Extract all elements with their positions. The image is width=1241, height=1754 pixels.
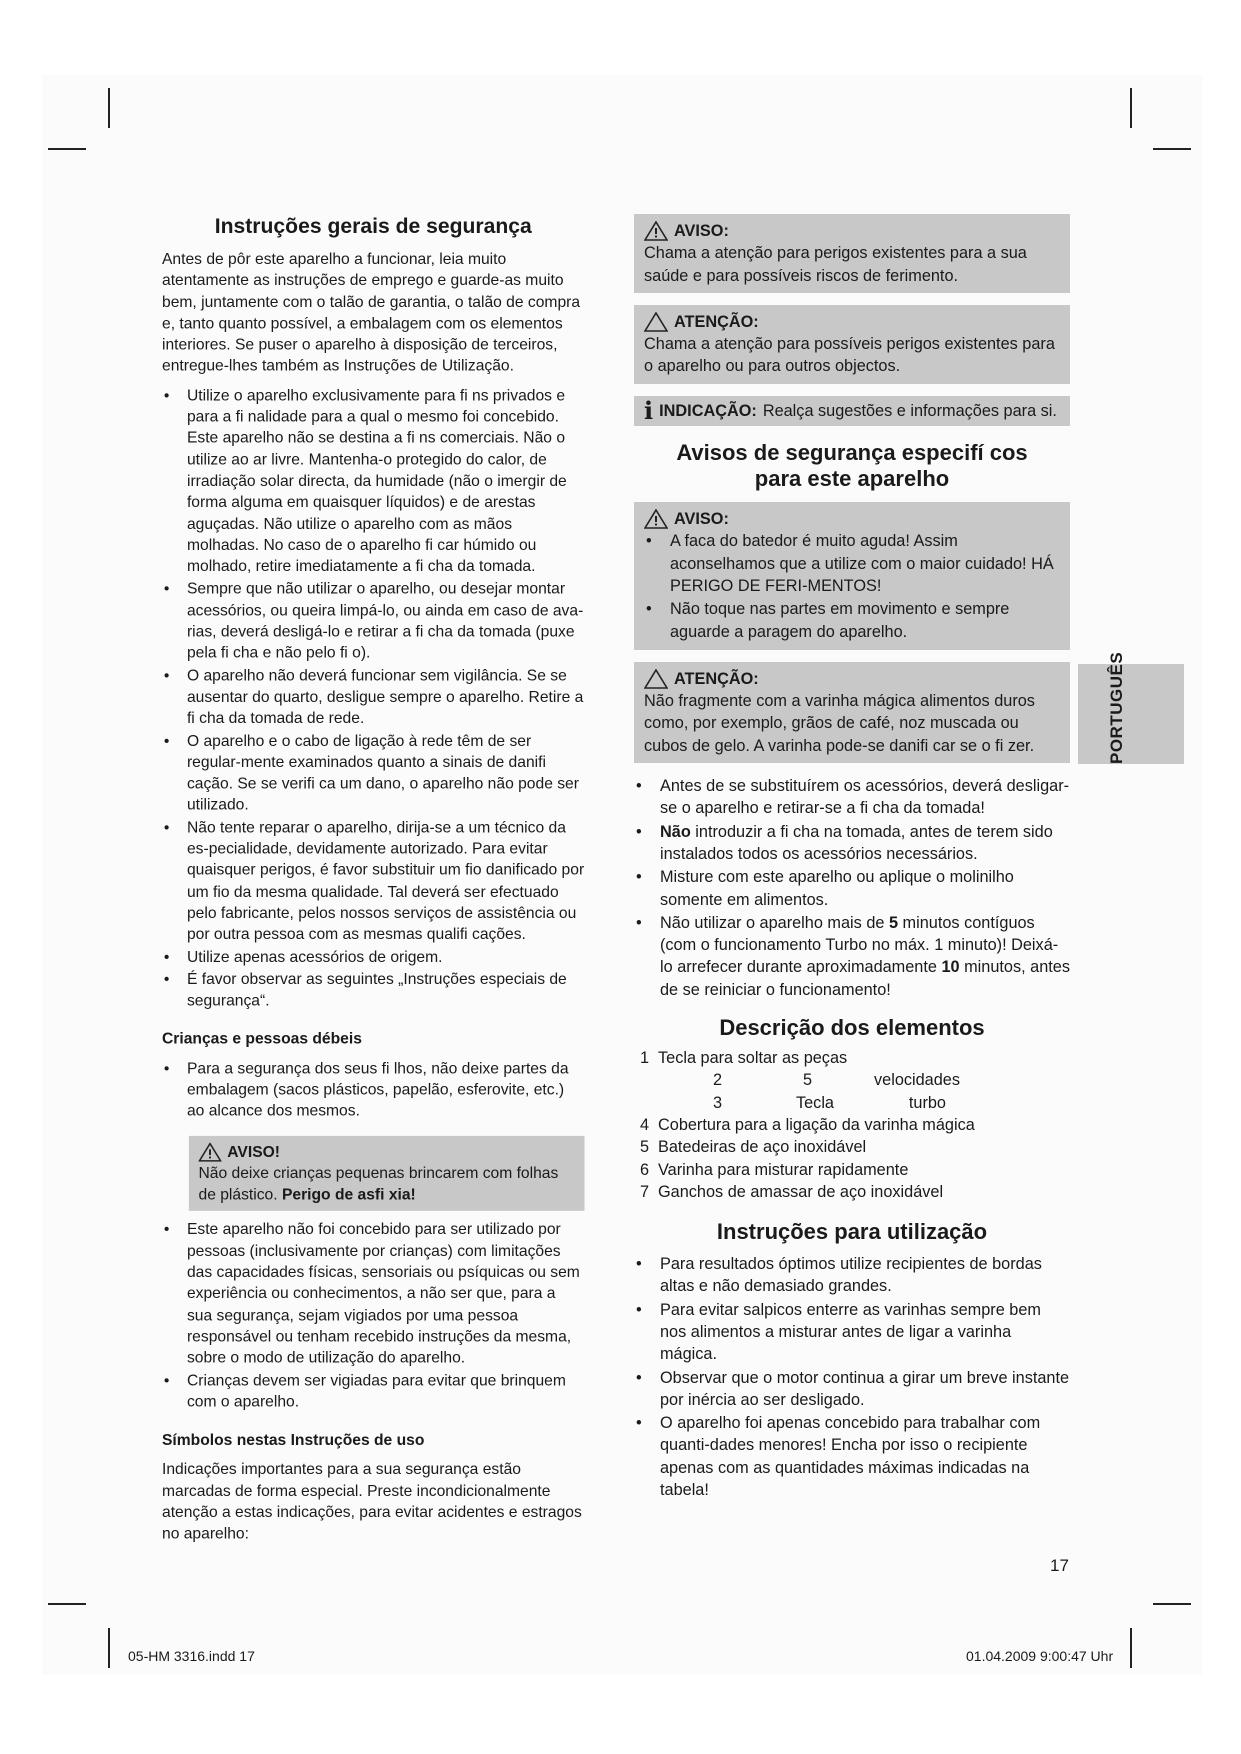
children-list xyxy=(162,1058,585,1122)
symbols-heading: Símbolos nestas Instruções de uso xyxy=(162,1431,425,1450)
crop-mark xyxy=(1130,1628,1132,1668)
symbols-paragraph: Indicações importantes para a sua segurança estão marcadas de forma especial. Preste incondicionalmente atenção a estas indicações, para evitar acidentes e estragos no aparelho: xyxy=(162,1460,582,1543)
page-number: 17 xyxy=(1050,1556,1069,1575)
aviso-label: AVISO: xyxy=(674,222,729,240)
elements-list xyxy=(640,1047,1070,1203)
specific-warning-box xyxy=(634,502,1070,650)
specific-warning-list xyxy=(644,530,1060,642)
aviso-text: Chama a atenção para perigos existentes para a sua saúde e para possíveis riscos de ferimento. xyxy=(644,244,1027,285)
crop-mark xyxy=(1130,88,1132,128)
element-number: 1 xyxy=(640,1049,650,1068)
list-item: • O aparelho foi apenas concebido para trabalhar com quanti-dades menores! Encha por isso o recipiente apenas com as quantidades máximas indicadas na tabela! xyxy=(634,1412,1070,1501)
element-label: Varinha para misturar rapidamente xyxy=(658,1160,909,1179)
atencao-text: Chama a atenção para possíveis perigos existentes para o aparelho ou para outros objectos. xyxy=(644,335,1055,376)
children-heading: Crianças e pessoas débeis xyxy=(162,1030,362,1048)
specific-attention-label: ATENÇÃO: xyxy=(674,669,759,688)
list-item: • Não toque nas partes em movimento e sempre aguarde a paragem do aparelho. xyxy=(644,598,1060,643)
list-item-text: minutos, antes de se reiniciar o funcionamento! xyxy=(660,958,1071,999)
element-number: 2 xyxy=(712,1071,722,1090)
list-item: • Observar que o motor continua a girar um breve instante por inércia ao ser desligado. xyxy=(634,1367,1070,1412)
warning-text xyxy=(198,1163,574,1206)
list-item-text: minutos contíguos (com o funcionamento Turbo no máx. 1 minuto)! Deixá-lo arrefecer durante aproximadamente xyxy=(660,913,1059,977)
list-item: • Utilize apenas acessórios de origem. xyxy=(162,946,585,967)
atencao-box xyxy=(634,305,1070,384)
list-item: • A faca do batedor é muito aguda! Assim aconselhamos que a utilize com o maior cuidado! HÁ PERIGO DE FERI-MENTOS! xyxy=(644,530,1060,597)
list-item-text: Antes de se substituírem os acessórios, deverá desligar-se o aparelho e retirar-se a fi cha da tomada! xyxy=(660,777,1070,818)
list-item: • Para a segurança dos seus fi lhos, não deixe partes da embalagem (sacos plásticos, papelão, esferovite, etc.) ao alcance dos mesmos. xyxy=(162,1058,585,1122)
aviso-header xyxy=(644,220,1060,242)
list-item: • Crianças devem ser vigiadas para evitar que brinquem com o aparelho. xyxy=(162,1370,585,1413)
element-item xyxy=(640,1159,1070,1181)
footer-timestamp: 01.04.2009 9:00:47 Uhr xyxy=(966,1648,1114,1664)
warning-text-main: Não deixe crianças pequenas brincarem com folhas de plástico. xyxy=(198,1164,559,1204)
general-safety-title: Instruções gerais de segurança xyxy=(214,214,532,239)
element-label: Batedeiras de aço inoxidável xyxy=(658,1138,867,1157)
crop-mark xyxy=(108,1628,110,1668)
element-number: 5 xyxy=(640,1138,650,1157)
list-item-text: Misture com este aparelho ou aplique o molinilho somente em alimentos. xyxy=(660,868,1014,909)
list-item xyxy=(634,821,1070,866)
element-label: Cobertura para a ligação da varinha mágica xyxy=(658,1115,975,1134)
element-label: Tecla xyxy=(795,1093,834,1112)
warning-header xyxy=(198,1141,574,1162)
caution-triangle-icon xyxy=(644,669,668,689)
element-number: 4 xyxy=(640,1115,650,1134)
element-item xyxy=(640,1092,1070,1114)
warning-triangle-icon xyxy=(644,509,668,529)
element-item xyxy=(640,1114,1070,1136)
indicacao-label: INDICAÇÃO: xyxy=(659,401,757,420)
element-item xyxy=(640,1181,1070,1203)
list-item: • Este aparelho não foi concebido para ser utilizado por pessoas (inclusivamente por crianças) com limitações das capacidades físicas, sensoriais ou psíquicas ou sem experiência ou conhecimentos, a não ser que, para a sua segurança, sejam vigiados por uma pessoa responsável ou tenham recebido instruções da mesma, sobre o modo de utilização do aparelho. xyxy=(162,1219,585,1369)
general-safety-list xyxy=(162,385,585,1012)
list-item-text: introduzir a fi cha na tomada, antes de terem sido instalados todos os acessórios necessários. xyxy=(660,822,1053,863)
right-column xyxy=(634,214,1070,1502)
list-item: • Não tente reparar o aparelho, dirija-se a um técnico da es-pecialidade, devidamente autorizado. Para evitar quaisquer perigos, é favor substituir um fio danificado por um fio da mesma qualidade. Tal deverá ser efectuado pelo fabricante, pelos nossos serviços de assistência ou por outra pessoa com as mesmas qualifi cações. xyxy=(162,817,585,945)
element-number: 7 xyxy=(640,1182,650,1201)
indicacao-line xyxy=(644,395,1060,425)
info-icon: i xyxy=(644,395,654,425)
crop-mark xyxy=(1153,148,1191,150)
element-item xyxy=(640,1136,1070,1158)
element-item xyxy=(640,1069,1070,1091)
crop-mark xyxy=(1153,1603,1191,1605)
list-item-bold: Não xyxy=(660,822,691,841)
indicacao-box xyxy=(634,396,1070,426)
warning-triangle-icon xyxy=(644,221,668,241)
crop-mark xyxy=(108,88,110,128)
list-item: • Para resultados óptimos utilize recipientes de bordas altas e não demasiado grandes. xyxy=(634,1253,1070,1298)
specific-attention-header xyxy=(644,668,1060,690)
specific-attention-box xyxy=(634,662,1070,763)
element-item xyxy=(640,1047,1070,1069)
specific-list xyxy=(634,775,1070,1001)
list-item: • Utilize o aparelho exclusivamente para fi ns privados e para a fi nalidade para a qual o mesmo foi concebido. Este aparelho não se destina a fi ns comerciais. Não o utilize ao ar livre. Mantenha-o protegido do calor, de irradiação solar directa, da humidade (não o imergir de forma alguma em quaisquer líquidos) e de arestas aguçadas. Não utilize o aparelho com as mãos molhadas. No caso de o aparelho fi car húmido ou molhado, retire imediatamente a fi cha da tomada. xyxy=(162,385,585,578)
element-number: 3 xyxy=(712,1093,722,1112)
list-item xyxy=(634,866,1070,911)
element-label: velocidades xyxy=(874,1071,960,1090)
intro-paragraph: Antes de pôr este aparelho a funcionar, leia muito atentamente as instruções de emprego e guarde-as muito bem, juntamente com o talão de garantia, o talão de compra e, tanto quanto possível, a embalagem com os elementos interiores. Se puser o aparelho à disposição de terceiros, entregue-lhes também as Instruções de Utilização. xyxy=(162,250,581,375)
list-item-bold: 5 xyxy=(888,913,899,932)
element-label: 5 xyxy=(802,1071,812,1090)
list-item-bold: 10 xyxy=(941,958,960,977)
footer-file-info: 05-HM 3316.indd 17 xyxy=(128,1648,255,1664)
specific-safety-title-1: Avisos de segurança especifí cos xyxy=(676,440,1028,466)
usage-list xyxy=(634,1253,1070,1501)
specific-warning-label: AVISO: xyxy=(674,510,729,529)
indicacao-text: Realça sugestões e informações para si. xyxy=(762,401,1057,420)
aviso-box xyxy=(634,214,1070,293)
list-item: • Para evitar salpicos enterre as varinhas sempre bem nos alimentos a misturar antes de ligar a varinha mágica. xyxy=(634,1299,1070,1366)
warning-label: AVISO! xyxy=(227,1143,281,1161)
specific-attention-text: Não fragmente com a varinha mágica alimentos duros como, por exemplo, grãos de café, noz muscada ou cubos de gelo. A varinha pode-se danifi car se o fi zer. xyxy=(644,692,1035,755)
warning-text-bold: Perigo de asfi xia! xyxy=(281,1186,416,1204)
atencao-label: ATENÇÃO: xyxy=(674,312,759,331)
element-label: turbo xyxy=(908,1093,946,1112)
left-column xyxy=(162,214,585,1545)
usage-title: Instruções para utilização xyxy=(716,1219,988,1245)
element-label: Ganchos de amassar de aço inoxidável xyxy=(658,1182,944,1201)
crop-mark xyxy=(48,148,86,150)
element-number: 6 xyxy=(640,1160,650,1179)
warning-triangle-icon xyxy=(198,1142,221,1161)
list-item: • O aparelho e o cabo de ligação à rede têm de ser regular-mente examinados quanto a sinais de danifi cação. Se se verifi ca um dano, o aparelho não pode ser utilizado. xyxy=(162,730,585,816)
children-list-2 xyxy=(162,1219,585,1413)
specific-safety-title-2: para este aparelho xyxy=(754,466,950,492)
list-item xyxy=(634,775,1070,820)
atencao-header xyxy=(644,311,1060,333)
list-item: • É favor observar as seguintes „Instruções especiais de segurança“. xyxy=(162,969,585,1012)
description-title: Descrição dos elementos xyxy=(719,1015,985,1041)
element-label: Tecla para soltar as peças xyxy=(658,1049,848,1068)
children-warning-box xyxy=(189,1135,585,1211)
list-item-text: Não utilizar o aparelho mais de xyxy=(660,913,889,932)
caution-triangle-icon xyxy=(644,312,668,332)
language-tab xyxy=(1078,651,1184,764)
language-tab-label: PORTUGUÊS xyxy=(1107,651,1126,764)
list-item: • O aparelho não deverá funcionar sem vigilância. Se se ausentar do quarto, desligue sempre o aparelho. Retire a fi cha da tomada de rede. xyxy=(162,665,585,729)
list-item: • Sempre que não utilizar o aparelho, ou desejar montar acessórios, ou queira limpá-lo, ou ainda em caso de ava-rias, deverá desligá-lo e retirar a fi cha da tomada (puxe pela fi cha e não pelo fi o). xyxy=(162,578,585,664)
list-item xyxy=(634,912,1070,1001)
specific-warning-header xyxy=(644,508,1060,530)
crop-mark xyxy=(48,1603,86,1605)
